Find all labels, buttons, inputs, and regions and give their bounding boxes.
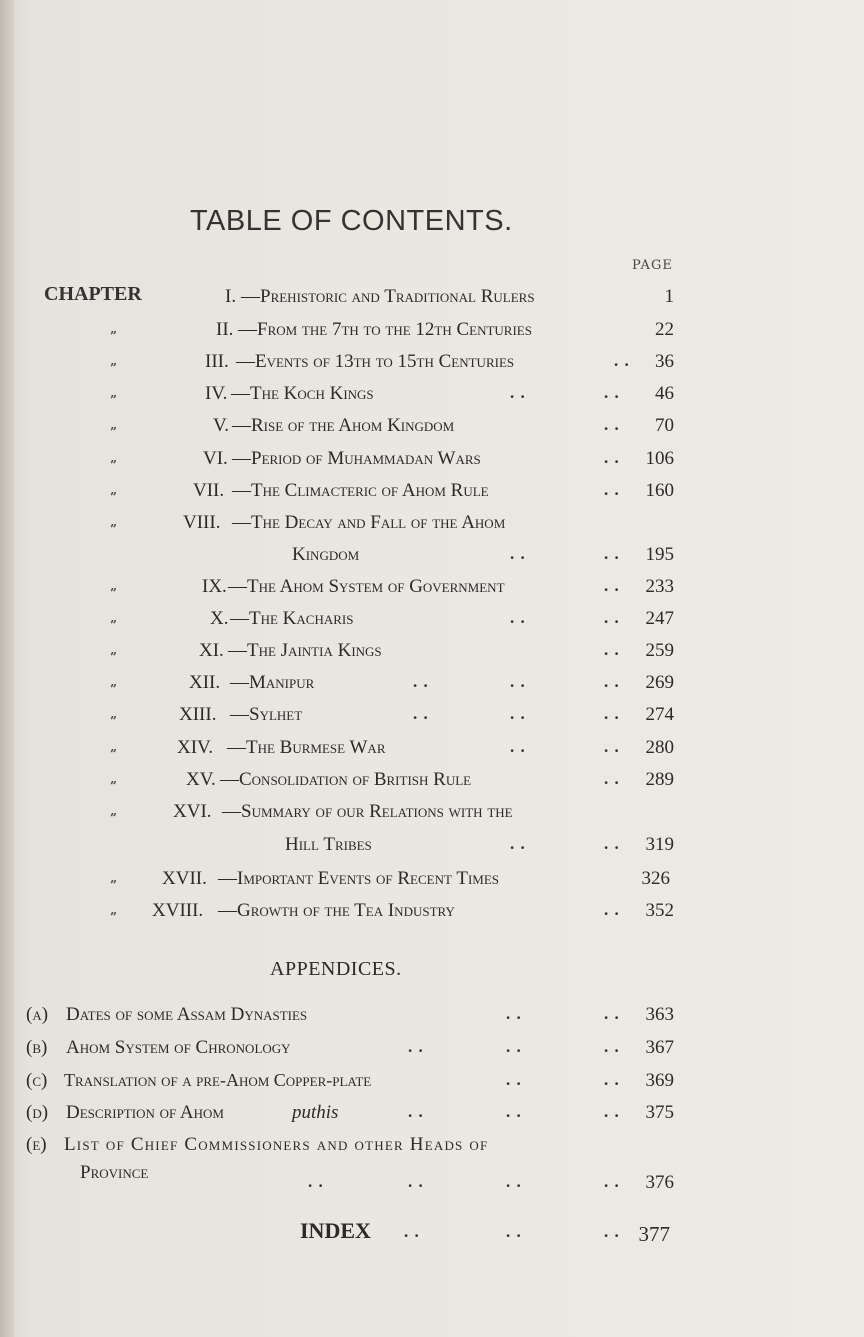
toc-entry-chapter-5 bbox=[0, 415, 864, 445]
leader-dots: . . bbox=[604, 1172, 620, 1191]
toc-entry-appendix-e bbox=[0, 1134, 864, 1164]
ditto-mark: ” bbox=[110, 811, 117, 825]
page-number: 160 bbox=[645, 480, 674, 501]
page-number: 289 bbox=[645, 769, 674, 790]
chapter-title: —Rise of the Ahom Kingdom bbox=[232, 415, 455, 436]
toc-entry-chapter-1 bbox=[0, 286, 864, 316]
leader-dots: . . bbox=[604, 1222, 620, 1241]
chapter-title: —Summary of our Relations with the bbox=[222, 801, 513, 822]
leader-dots: . . bbox=[604, 769, 620, 788]
page-number: 319 bbox=[645, 834, 674, 855]
toc-entry-chapter-14 bbox=[0, 737, 864, 767]
chapter-title: —Period of Muhammadan Wars bbox=[232, 448, 481, 469]
toc-entry-chapter-2 bbox=[0, 319, 864, 349]
toc-entry-chapter-13 bbox=[0, 704, 864, 734]
leader-dots: . . bbox=[506, 1102, 522, 1121]
chapter-title: —Growth of the Tea Industry bbox=[218, 900, 455, 921]
toc-entry-chapter-15 bbox=[0, 769, 864, 799]
chapter-title: —From the 7th to the 12th Centuries bbox=[238, 319, 532, 340]
appendices-heading: APPENDICES. bbox=[270, 958, 402, 980]
toc-entry-index bbox=[0, 1222, 864, 1252]
toc-entry-chapter-16 bbox=[0, 801, 864, 831]
toc-entry-chapter-11 bbox=[0, 640, 864, 670]
chapter-number: V. bbox=[213, 415, 230, 436]
page-number: 36 bbox=[655, 351, 674, 372]
appendix-title: Dates of some Assam Dynasties bbox=[66, 1004, 308, 1025]
chapter-title: —Sylhet bbox=[230, 704, 303, 725]
leader-dots: . . bbox=[506, 1070, 522, 1089]
leader-dots: . . bbox=[604, 544, 620, 563]
chapter-title: —Manipur bbox=[230, 672, 315, 693]
toc-entry-chapter-18 bbox=[0, 900, 864, 930]
leader-dots: . . bbox=[510, 544, 526, 563]
chapter-title-continued: Hill Tribes bbox=[285, 834, 372, 855]
chapter-title: —The Decay and Fall of the Ahom bbox=[232, 512, 506, 533]
chapter-number: VII. bbox=[193, 480, 225, 501]
ditto-mark: ” bbox=[110, 329, 117, 343]
leader-dots: . . bbox=[604, 1070, 620, 1089]
chapter-number: XV. bbox=[186, 769, 216, 790]
ditto-mark: ” bbox=[110, 586, 117, 600]
page-title: TABLE OF CONTENTS. bbox=[190, 205, 513, 237]
chapter-number: I. bbox=[225, 286, 237, 307]
chapter-title: —Prehistoric and Traditional Rulers bbox=[241, 286, 535, 307]
appendix-title-italic: puthis bbox=[292, 1102, 339, 1123]
toc-entry-chapter-7 bbox=[0, 480, 864, 510]
ditto-mark: ” bbox=[110, 878, 117, 892]
leader-dots: . . bbox=[510, 608, 526, 627]
leader-dots: . . bbox=[604, 1004, 620, 1023]
leader-dots: . . bbox=[506, 1004, 522, 1023]
leader-dots: . . bbox=[506, 1037, 522, 1056]
leader-dots: . . bbox=[604, 576, 620, 595]
appendix-letter: (d) bbox=[26, 1102, 49, 1123]
leader-dots: . . bbox=[614, 351, 630, 370]
leader-dots: . . bbox=[604, 383, 620, 402]
leader-dots: . . bbox=[510, 672, 526, 691]
chapter-number: XII. bbox=[189, 672, 221, 693]
appendix-letter: (a) bbox=[26, 1004, 49, 1025]
toc-entry-appendix-b bbox=[0, 1037, 864, 1067]
toc-entry-chapter-8-continued bbox=[0, 544, 864, 574]
leader-dots: . . bbox=[604, 834, 620, 853]
page-number: 259 bbox=[645, 640, 674, 661]
leader-dots: . . bbox=[604, 900, 620, 919]
leader-dots: . . bbox=[506, 1222, 522, 1241]
chapter-title: —The Ahom System of Government bbox=[228, 576, 505, 597]
toc-entry-chapter-8 bbox=[0, 512, 864, 542]
page-number: 375 bbox=[645, 1102, 674, 1123]
appendix-title-continued: Province bbox=[80, 1162, 149, 1183]
chapter-number: X. bbox=[210, 608, 229, 629]
leader-dots: . . bbox=[510, 834, 526, 853]
page-number: 376 bbox=[645, 1172, 674, 1193]
page-number: 22 bbox=[655, 319, 674, 340]
page-number: 352 bbox=[645, 900, 674, 921]
page-number: 106 bbox=[645, 448, 674, 469]
ditto-mark: ” bbox=[110, 618, 117, 632]
leader-dots: . . bbox=[413, 672, 429, 691]
toc-entry-chapter-4 bbox=[0, 383, 864, 413]
ditto-mark: ” bbox=[110, 747, 117, 761]
leader-dots: . . bbox=[604, 608, 620, 627]
toc-entry-chapter-16-continued bbox=[0, 834, 864, 864]
chapter-title: —The Kacharis bbox=[230, 608, 354, 629]
ditto-mark: ” bbox=[110, 522, 117, 536]
chapter-title: —The Climacteric of Ahom Rule bbox=[232, 480, 489, 501]
toc-entry-chapter-6 bbox=[0, 448, 864, 478]
page-number: 367 bbox=[645, 1037, 674, 1058]
page-number: 195 bbox=[645, 544, 674, 565]
toc-entry-appendix-d bbox=[0, 1102, 864, 1132]
chapter-number: VI. bbox=[203, 448, 228, 469]
chapter-title: —Important Events of Recent Times bbox=[218, 868, 500, 889]
page-number: 247 bbox=[645, 608, 674, 629]
chapter-title-continued: Kingdom bbox=[292, 544, 360, 565]
leader-dots: . . bbox=[604, 704, 620, 723]
appendix-title: Ahom System of Chronology bbox=[66, 1037, 291, 1058]
chapter-title: —The Burmese War bbox=[227, 737, 386, 758]
leader-dots: . . bbox=[408, 1037, 424, 1056]
toc-entry-appendix-a bbox=[0, 1004, 864, 1034]
appendix-letter: (c) bbox=[26, 1070, 48, 1091]
chapter-number: XVIII. bbox=[152, 900, 204, 921]
leader-dots: . . bbox=[510, 704, 526, 723]
leader-dots: . . bbox=[308, 1172, 324, 1191]
appendix-letter: (b) bbox=[26, 1037, 48, 1058]
leader-dots: . . bbox=[604, 480, 620, 499]
page-number: 280 bbox=[645, 737, 674, 758]
chapter-number: II. bbox=[216, 319, 234, 340]
leader-dots: . . bbox=[604, 672, 620, 691]
leader-dots: . . bbox=[604, 448, 620, 467]
page-number: 70 bbox=[655, 415, 674, 436]
ditto-mark: ” bbox=[110, 650, 117, 664]
leader-dots: . . bbox=[408, 1102, 424, 1121]
ditto-mark: ” bbox=[110, 779, 117, 793]
leader-dots: . . bbox=[604, 415, 620, 434]
chapter-title: —Events of 13th to 15th Centuries bbox=[236, 351, 515, 372]
leader-dots: . . bbox=[604, 640, 620, 659]
page-number: 269 bbox=[645, 672, 674, 693]
chapter-number: XI. bbox=[199, 640, 224, 661]
ditto-mark: ” bbox=[110, 910, 117, 924]
appendix-title: List of Chief Commissioners and other Heads of bbox=[64, 1134, 489, 1155]
toc-entry-appendix-e-leaders bbox=[0, 1172, 864, 1202]
leader-dots: . . bbox=[604, 1102, 620, 1121]
ditto-mark: ” bbox=[110, 490, 117, 504]
page-number: 1 bbox=[664, 286, 674, 307]
page-number: 369 bbox=[645, 1070, 674, 1091]
leader-dots: . . bbox=[604, 1037, 620, 1056]
toc-entry-chapter-12 bbox=[0, 672, 864, 702]
toc-entry-appendix-c bbox=[0, 1070, 864, 1100]
chapter-title: —The Koch Kings bbox=[231, 383, 374, 404]
leader-dots: . . bbox=[404, 1222, 420, 1241]
appendix-title: Description of Ahom bbox=[66, 1102, 224, 1123]
chapter-number: XIV. bbox=[177, 737, 214, 758]
leader-dots: . . bbox=[413, 704, 429, 723]
chapter-number: III. bbox=[205, 351, 229, 372]
ditto-mark: ” bbox=[110, 714, 117, 728]
leader-dots: . . bbox=[408, 1172, 424, 1191]
toc-entry-chapter-9 bbox=[0, 576, 864, 606]
ditto-mark: ” bbox=[110, 458, 117, 472]
ditto-mark: ” bbox=[110, 682, 117, 696]
chapter-number: XVI. bbox=[173, 801, 212, 822]
page-number: 326 bbox=[641, 868, 670, 889]
chapter-title: —Consolidation of British Rule bbox=[220, 769, 472, 790]
toc-entry-chapter-17 bbox=[0, 868, 864, 898]
chapter-number: IV. bbox=[205, 383, 228, 404]
ditto-mark: ” bbox=[110, 425, 117, 439]
appendix-title: Translation of a pre-Ahom Copper-plate bbox=[64, 1070, 372, 1090]
ditto-mark: ” bbox=[110, 393, 117, 407]
toc-entry-chapter-10 bbox=[0, 608, 864, 638]
ditto-mark: ” bbox=[110, 361, 117, 375]
chapter-number: XVII. bbox=[162, 868, 207, 889]
page-number: 46 bbox=[655, 383, 674, 404]
leader-dots: . . bbox=[510, 737, 526, 756]
page-number: 274 bbox=[645, 704, 674, 725]
leader-dots: . . bbox=[604, 737, 620, 756]
page-number: 377 bbox=[638, 1222, 670, 1246]
chapter-column-label: CHAPTER bbox=[44, 283, 142, 305]
chapter-title: —The Jaintia Kings bbox=[228, 640, 382, 661]
leader-dots: . . bbox=[506, 1172, 522, 1191]
leader-dots: . . bbox=[510, 383, 526, 402]
page-column-header: PAGE bbox=[632, 258, 673, 273]
toc-entry-chapter-3 bbox=[0, 351, 864, 381]
index-label: INDEX bbox=[300, 1218, 371, 1243]
page-number: 233 bbox=[645, 576, 674, 597]
appendix-letter: (e) bbox=[26, 1134, 47, 1155]
chapter-number: VIII. bbox=[183, 512, 221, 533]
chapter-number: XIII. bbox=[179, 704, 217, 725]
page-number: 363 bbox=[645, 1004, 674, 1025]
chapter-number: IX. bbox=[202, 576, 227, 597]
